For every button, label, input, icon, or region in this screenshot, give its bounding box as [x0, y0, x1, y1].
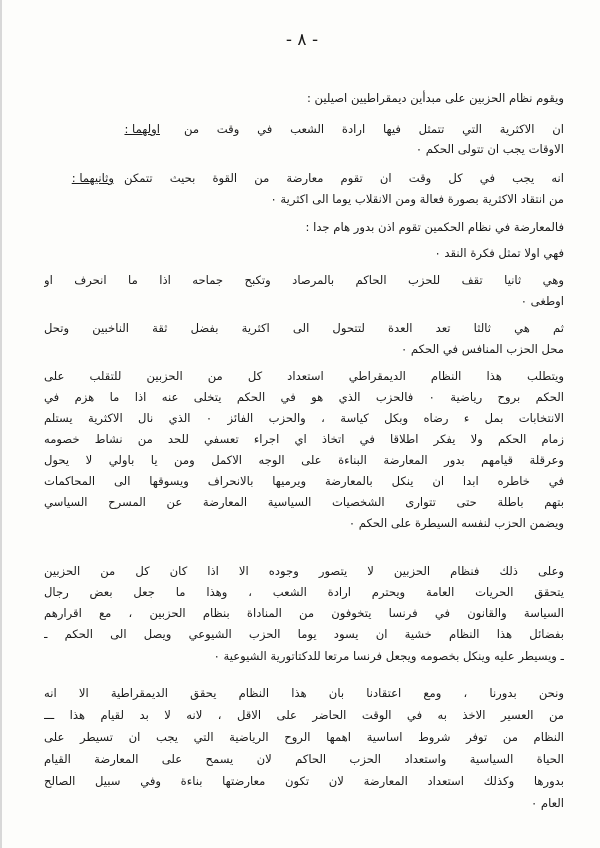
- text-line: ثم هي ثالثا تعد العدة لتتحول الى اكثرية بفضل ثقة الناخبين وتحل: [44, 321, 564, 335]
- text-line: اوطغى ٠: [520, 294, 564, 308]
- text-line: الانتخابات بمل ء رضاه وبكل كياسة ، والحزب الفائز ٠ الذي نال الاكثرية يستلم: [44, 411, 564, 425]
- text-line: محل الحزب المنافس في الحكم ٠: [400, 342, 564, 356]
- text-line: بتهم باطلة حتى تتوارى الشخصيات السياسية المعارضة عن المسرح السياسي: [44, 495, 564, 509]
- text-line: الاوقات يجب ان تتولى الحكم ٠: [415, 142, 564, 156]
- text-line: السياسة والقانون في فرنسا يتخوفون من المناداة بنظام الحزبين ، مع اقرارهم: [44, 606, 564, 620]
- text-line: فهي اولا تمثل فكرة النقد ٠: [434, 246, 564, 260]
- text-line: ـ ويسيطر عليه وينكل بخصومه ويجعل فرنسا مرتعا للدكتاتورية الشيوعية ٠: [213, 649, 564, 663]
- text-line: وعلى ذلك فنظام الحزبين لا يتصور وجوده الا اذا كان كل من الحزبين: [44, 564, 564, 578]
- text-line: ويضمن الحزب لنفسه السيطرة على الحكم ٠: [348, 516, 564, 530]
- text-line: النظام من توفر شروط اساسية اهمها الروح الرياضية التي يجب ان تسيطر على: [44, 730, 564, 744]
- text-line: من انتقاد الاكثرية بصورة فعالة ومن الانقلاب يوما الى اكثرية ٠: [270, 192, 564, 206]
- text-line: في خاطره ابدا ان ينكل بالمعارضة ويرميها بالانحراف ويسوقها الى المحاكمات: [44, 474, 564, 488]
- text-line: انه يجب في كل وقت ان تقوم معارضة من القوة بحيث تتمكن: [124, 171, 564, 185]
- text-line: ان الاكثرية التي تتمثل فيها ارادة الشعب في وقت من: [184, 122, 564, 136]
- text-line: بفضائل هذا النظام خشية ان يسود يوما الحزب الشيوعي ويصل الى الحكم ـ: [44, 627, 564, 641]
- paragraph-label-first: اولهما :: [124, 122, 160, 136]
- text-line: الحكم بروح رياضية ٠ فالحزب الذي هو في الحكم يتخلى عنه اذا ما هزم في: [44, 390, 564, 404]
- text-line: بدورها وكذلك استعداد المعارضة لان تكون معارضتها بناءة وفي سبيل الصالح: [44, 774, 564, 788]
- text-line: يتحقق الحريات العامة ويحترم ارادة الشعب ، وهذا ما جعل بعض رجال: [44, 585, 564, 599]
- text-line: وهي ثانيا تقف للحزب الحاكم بالمرصاد وتكبح جماحه اذا ما انحرف او: [44, 273, 564, 287]
- text-line: زمام الحكم ولا يفكر اطلاقا في اتخاذ اي اجراء تعسفي للحد من نشاط خصومه: [44, 432, 564, 446]
- text-line: وعرقلة قيامهم بدور المعارضة البناءة على الوجه الاكمل ومن يا باولي لا يحول: [44, 453, 564, 467]
- text-line: ويتطلب هذا النظام الديمقراطي استعداد كل من الحزبين للتقلب على: [44, 369, 564, 383]
- page-number: - ٨ -: [285, 30, 319, 50]
- text-line: فالمعارضة في نظام الحكمين تقوم اذن بدور هام جدا :: [305, 220, 564, 234]
- text-line: من العسير الاخذ به في الوقت الحاضر على الاقل ، لانه لا بد لقيام هذا ـــ: [44, 708, 564, 722]
- paragraph-label-second: وثانيهما :: [71, 171, 114, 185]
- text-line: ويقوم نظام الحزبين على مبدأين ديمقراطيين اصيلين :: [306, 91, 564, 105]
- text-line: ونحن بدورنا ، ومع اعتقادنا بان هذا النظام يحقق الديمقراطية الا انه: [44, 686, 564, 700]
- text-line: العام ٠: [531, 796, 564, 810]
- text-line: الحياة السياسية واستعداد الحزب الحاكم لان يسمح على المعارضة القيام: [44, 752, 564, 766]
